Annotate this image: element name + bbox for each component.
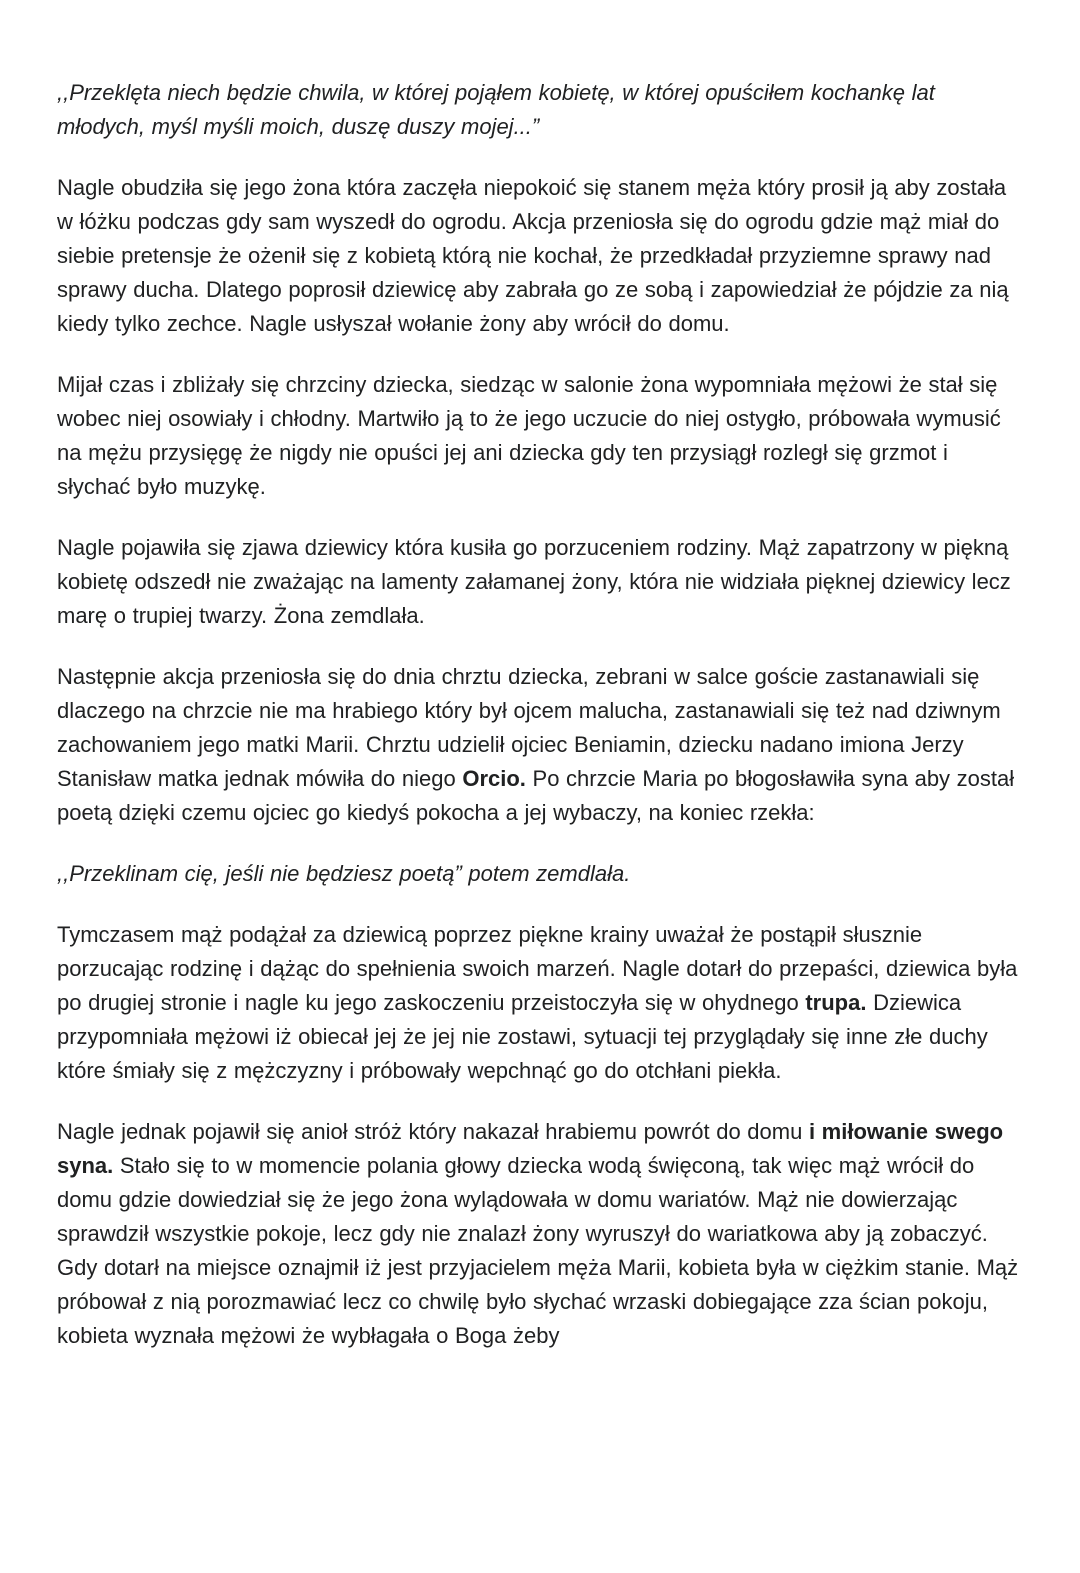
paragraph-text: Dziewica przypomniała mężowi iż obiecał jej że jej nie zostawi, sytuacji tej przyglądały się inne złe duchy które śmiały się z mężczyzny i próbowały wepchnąć go do otchłani piekła. — [57, 990, 988, 1083]
paragraph-text: Nagle pojawiła się zjawa dziewicy która kusiła go porzuceniem rodziny. Mąż zapatrzony w piękną kobietę odszedł nie zważając na lamenty załamanej żony, która nie widziała pięknej dziewicy lecz marę o trupiej twarzy. Żona zemdlała. — [57, 535, 1011, 628]
quote-text: ,,Przeklęta niech będzie chwila, w której pojąłem kobietę, w której opuściłem kochankę lat młodych, myśl myśli moich, duszę duszy mojej...” — [57, 80, 935, 139]
paragraph-text: Nagle obudziła się jego żona która zaczęła niepokoić się stanem męża który prosił ją aby została w łóżku podczas gdy sam wyszedł do ogrodu. Akcja przeniosła się do ogrodu gdzie mąż miał do siebie pretensje że ożenił się z kobietą którą nie kochał, że przedkładał przyziemne sprawy nad sprawy ducha. Dlatego poprosił dziewicę aby zabrała go ze sobą i zapowiedział że pójdzie za nią kiedy tylko zechce. Nagle usłyszał wołanie żony aby wrócił do domu. — [57, 175, 1009, 336]
bold-text-milowanie: i miłowanie swego syna. — [57, 1119, 1004, 1178]
curse-quote-paragraph — [57, 857, 1023, 891]
paragraph-baptism-day — [57, 660, 1023, 830]
paragraph-text: Tymczasem mąż podążał za dziewicą poprzez piękne krainy uważał że postąpił słusznie porzucając rodzinę i dążąc do spełnienia swoich marzeń. Nagle dotarł do przepaści, dziewica była po drugiej stronie i nagle ku jego zaskoczeniu przeistoczyła się w ohydnego — [57, 922, 1018, 1015]
paragraph-christening-approaches — [57, 368, 1023, 504]
bold-text-orcio: Orcio. — [462, 766, 526, 791]
paragraph-maiden-apparition — [57, 531, 1023, 633]
opening-quote-paragraph — [57, 76, 1023, 144]
paragraph-text: Mijał czas i zbliżały się chrzciny dziecka, siedząc w salonie żona wypomniała mężowi że stał się wobec niej osowiały i chłodny. Martwiło ją to że jego uczucie do niej ostygło, próbowała wymusić na mężu przysięgę że nigdy nie opuści jej ani dziecka gdy ten przysiągł rozległ się grzmot i słychać było muzykę. — [57, 372, 1001, 499]
paragraph-text: Stało się to w momencie polania głowy dziecka wodą święconą, tak więc mąż wrócił do domu gdzie dowiedział się że jego żona wylądowała w domu wariatów. Mąż nie dowierzając sprawdził wszystkie pokoje, lecz gdy nie znalazł żony wyruszył do wariatkowa aby ją zobaczyć. Gdy dotarł na miejsce oznajmił iż jest przyjacielem męża Marii, kobieta była w ciężkim stanie. Mąż próbował z nią porozmawiać lecz co chwilę było słychać wrzaski dobiegające zza ścian pokoju, kobieta wyznała mężowi że wybłagała o Boga żeby — [57, 1153, 1019, 1348]
paragraph-wife-awakes — [57, 171, 1023, 341]
paragraph-guardian-angel — [57, 1115, 1023, 1353]
bold-text-trupa: trupa. — [805, 990, 867, 1015]
paragraph-husband-journey — [57, 918, 1023, 1088]
quote-text: ,,Przeklinam cię, jeśli nie będziesz poetą” potem zemdlała. — [57, 861, 631, 886]
paragraph-text: Następnie akcja przeniosła się do dnia chrztu dziecka, zebrani w salce goście zastanawiali się dlaczego na chrzcie nie ma hrabiego który był ojcem malucha, zastanawiali się też nad dziwnym zachowaniem jego matki Marii. Chrztu udzielił ojciec Beniamin, dziecku nadano imiona Jerzy Stanisław matka jednak mówiła do niego — [57, 664, 1001, 791]
paragraph-text: Nagle jednak pojawił się anioł stróż który nakazał hrabiemu powrót do domu — [57, 1119, 809, 1144]
paragraph-text: Po chrzcie Maria po błogosławiła syna aby został poetą dzięki czemu ojciec go kiedyś pokocha a jej wybaczy, na koniec rzekła: — [57, 766, 1015, 825]
